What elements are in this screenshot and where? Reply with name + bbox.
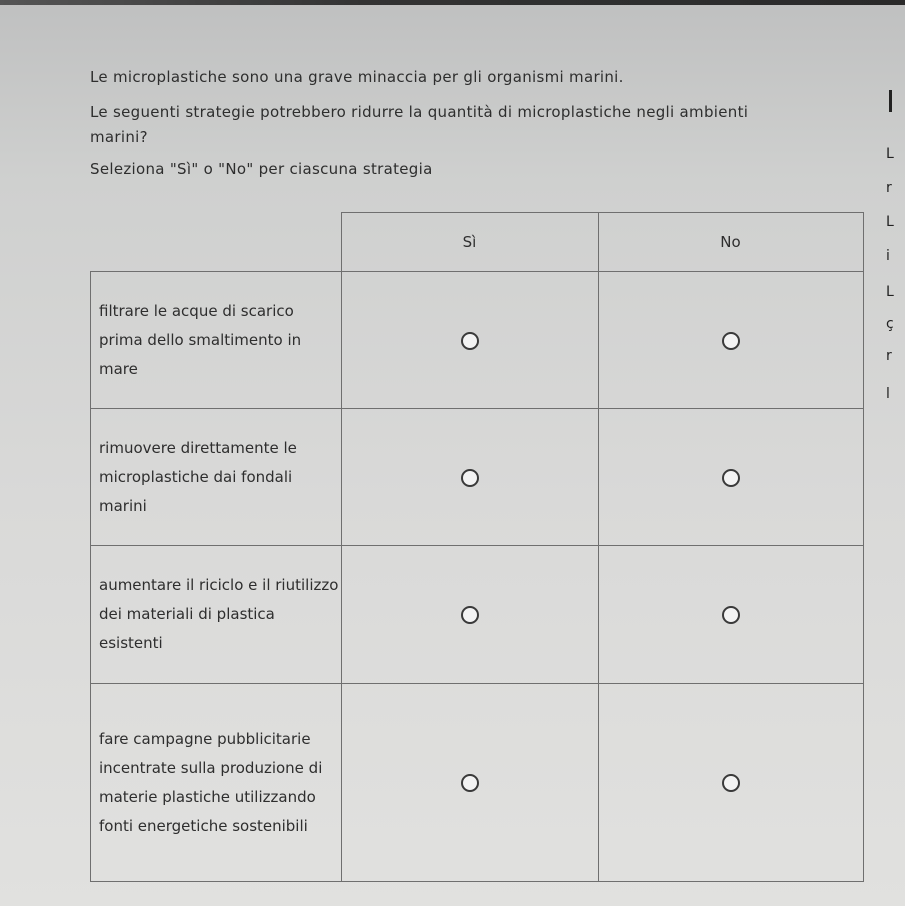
edge-fragment: L [886,146,894,162]
edge-fragment: l [886,386,890,402]
question-instruction: Seleziona "Sì" o "No" per ciascuna strategia [90,160,433,178]
table-row [91,684,864,882]
radio-yes-1[interactable] [461,332,479,350]
table-row [91,546,864,684]
radio-yes-4[interactable] [461,774,479,792]
edge-fragment: L [886,284,894,300]
edge-fragment: r [886,348,892,364]
strategy-label: rimuovere direttamente le microplastiche dai fondali marini [91,409,342,546]
edge-fragment: r [886,180,892,196]
strategy-table [90,212,864,882]
radio-no-2[interactable] [722,469,740,487]
strategy-label: fare campagne pubblicitarie incentrate sulla produzione di materie plastiche utilizzando fonti energetiche sostenibili [91,684,342,882]
no-cell [598,684,863,882]
yes-cell [341,409,598,546]
header-empty-cell [91,213,342,272]
yes-cell [341,546,598,684]
edge-fragment: i [886,248,890,264]
header-no: No [598,213,863,272]
table-row [91,409,864,546]
strategy-label: filtrare le acque di scarico prima dello smaltimento in mare [91,272,342,409]
table-header-row [91,213,864,272]
table-row [91,272,864,409]
radio-no-1[interactable] [722,332,740,350]
no-cell [598,546,863,684]
edge-fragment: L [886,214,894,230]
top-edge-bar [0,0,905,5]
yes-cell [341,684,598,882]
no-cell [598,409,863,546]
question-text: Le seguenti strategie potrebbero ridurre la quantità di microplastiche negli ambienti marini? [90,103,749,146]
header-yes: Sì [341,213,598,272]
question-intro: Le microplastiche sono una grave minaccia per gli organismi marini. [90,68,624,86]
radio-yes-3[interactable] [461,606,479,624]
strategy-label: aumentare il riciclo e il riutilizzo dei materiali di plastica esistenti [91,546,342,684]
yes-cell [341,272,598,409]
radio-no-3[interactable] [722,606,740,624]
edge-cursor-bar [889,90,892,112]
edge-fragment: ç [886,316,894,332]
radio-no-4[interactable] [722,774,740,792]
no-cell [598,272,863,409]
radio-yes-2[interactable] [461,469,479,487]
